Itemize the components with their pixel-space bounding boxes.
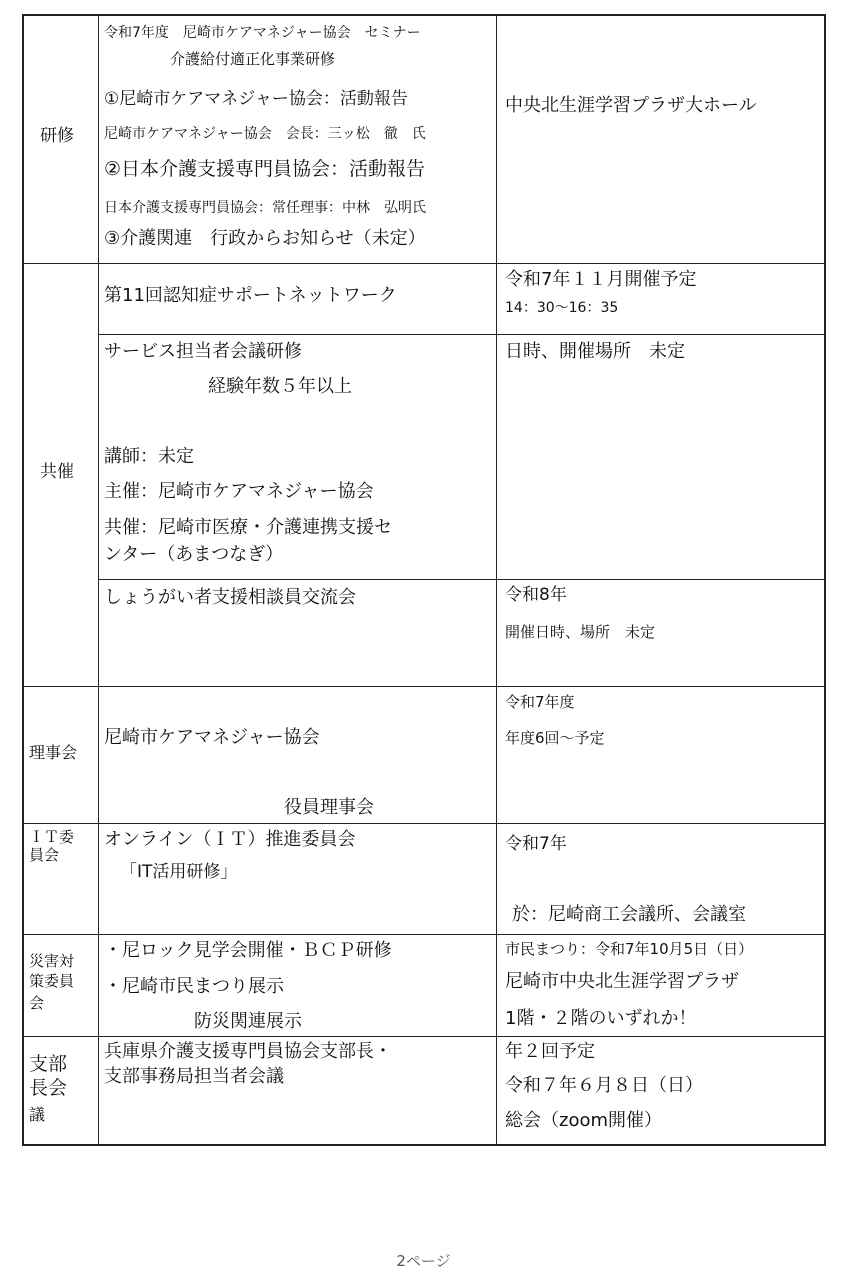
saigai-line-1: ・尼ロック見学会開催・ＢＣＰ研修	[104, 940, 392, 961]
service-cohost-line-1: 共催：尼崎市医療・介護連携支援セ	[104, 517, 392, 538]
shibu-meeting: 総会（zoom開催）	[505, 1110, 663, 1131]
kenshu-item-3: ③介護関連 行政からお知らせ（未定）	[104, 228, 426, 249]
service-title: サービス担当者会議研修	[104, 341, 302, 362]
column-divider-2	[496, 16, 497, 1144]
saigai-floor: 1階・２階のいずれか！	[505, 1008, 697, 1029]
category-it-line-1: ＩＴ委	[29, 828, 75, 846]
category-shibu-line-3: 議	[29, 1105, 46, 1124]
service-when: 日時、開催場所 未定	[505, 341, 685, 362]
category-saigai-line-2: 策委員	[29, 972, 75, 990]
category-kenshu: 研修	[40, 126, 74, 146]
category-it-line-2: 員会	[29, 846, 60, 864]
category-shibu-line-1: 支部	[29, 1053, 68, 1075]
network-time: 14：30～16：35	[505, 300, 619, 316]
saigai-line-3: 防災関連展示	[194, 1011, 302, 1032]
it-title: オンライン（ＩＴ）推進委員会	[104, 829, 356, 850]
it-subtitle: 「IT活用研修」	[120, 862, 238, 882]
kenshu-venue: 中央北生涯学習プラザ大ホール	[505, 95, 757, 116]
kenshu-item-1-detail: 尼崎市ケアマネジャー協会 会長：三ッ松 徹 氏	[104, 126, 426, 142]
shibu-date: 令和７年６月８日（日）	[505, 1075, 703, 1096]
shogai-when: 開催日時、場所 未定	[505, 623, 656, 641]
category-kyosai: 共催	[40, 462, 74, 482]
saigai-place: 尼崎市中央北生涯学習プラザ	[505, 971, 739, 992]
kenshu-header: 令和7年度 尼崎市ケアマネジャー協会 セミナー	[104, 25, 421, 41]
shibu-plan: 年２回予定	[505, 1041, 595, 1062]
row-divider	[24, 686, 824, 687]
kenshu-item-1: ①尼崎市ケアマネジャー協会：活動報告	[104, 89, 408, 109]
it-place: 於：尼崎商工会議所、会議室	[512, 904, 746, 925]
row-divider	[98, 334, 824, 335]
row-divider	[98, 579, 824, 580]
category-shibu-line-2: 長会	[29, 1077, 68, 1099]
shibu-title-line-2: 支部事務局担当者会議	[104, 1066, 284, 1087]
kenshu-item-2-detail: 日本介護支援専門員協会：常任理事：中林 弘明氏	[104, 200, 426, 216]
rijikai-year: 令和7年度	[505, 693, 575, 711]
service-subtitle: 経験年数５年以上	[208, 376, 352, 397]
kenshu-subtitle: 介護給付適正化事業研修	[170, 50, 336, 68]
service-lecturer: 講師：未定	[104, 446, 194, 467]
row-divider	[24, 263, 824, 264]
rijikai-org: 尼崎市ケアマネジャー協会	[104, 727, 320, 748]
page-number: 2ページ	[396, 1252, 451, 1270]
shogai-year: 令和8年	[505, 585, 567, 605]
network-title: 第11回認知症サポートネットワーク	[104, 285, 397, 306]
row-divider	[24, 934, 824, 935]
column-divider-1	[98, 16, 99, 1144]
row-divider	[24, 1036, 824, 1037]
network-date: 令和7年１１月開催予定	[505, 269, 697, 290]
shogai-title: しょうがい者支援相談員交流会	[104, 587, 356, 608]
saigai-line-2: ・尼崎市民まつり展示	[104, 976, 284, 997]
category-rijikai: 理事会	[29, 743, 78, 762]
shibu-title-line-1: 兵庫県介護支援専門員協会支部長・	[104, 1041, 392, 1062]
category-saigai-line-1: 災害対	[29, 952, 75, 970]
row-divider	[24, 823, 824, 824]
service-host: 主催：尼崎市ケアマネジャー協会	[104, 481, 374, 502]
service-cohost-line-2: ンター（あまつなぎ）	[104, 544, 284, 565]
rijikai-role: 役員理事会	[284, 797, 374, 818]
kenshu-item-2: ②日本介護支援専門員協会：活動報告	[104, 158, 426, 180]
saigai-festival: 市民まつり：令和7年10月5日（日）	[505, 940, 754, 958]
it-year: 令和7年	[505, 834, 567, 854]
rijikai-count: 年度6回～予定	[505, 729, 605, 747]
category-saigai-line-3: 会	[29, 994, 45, 1012]
